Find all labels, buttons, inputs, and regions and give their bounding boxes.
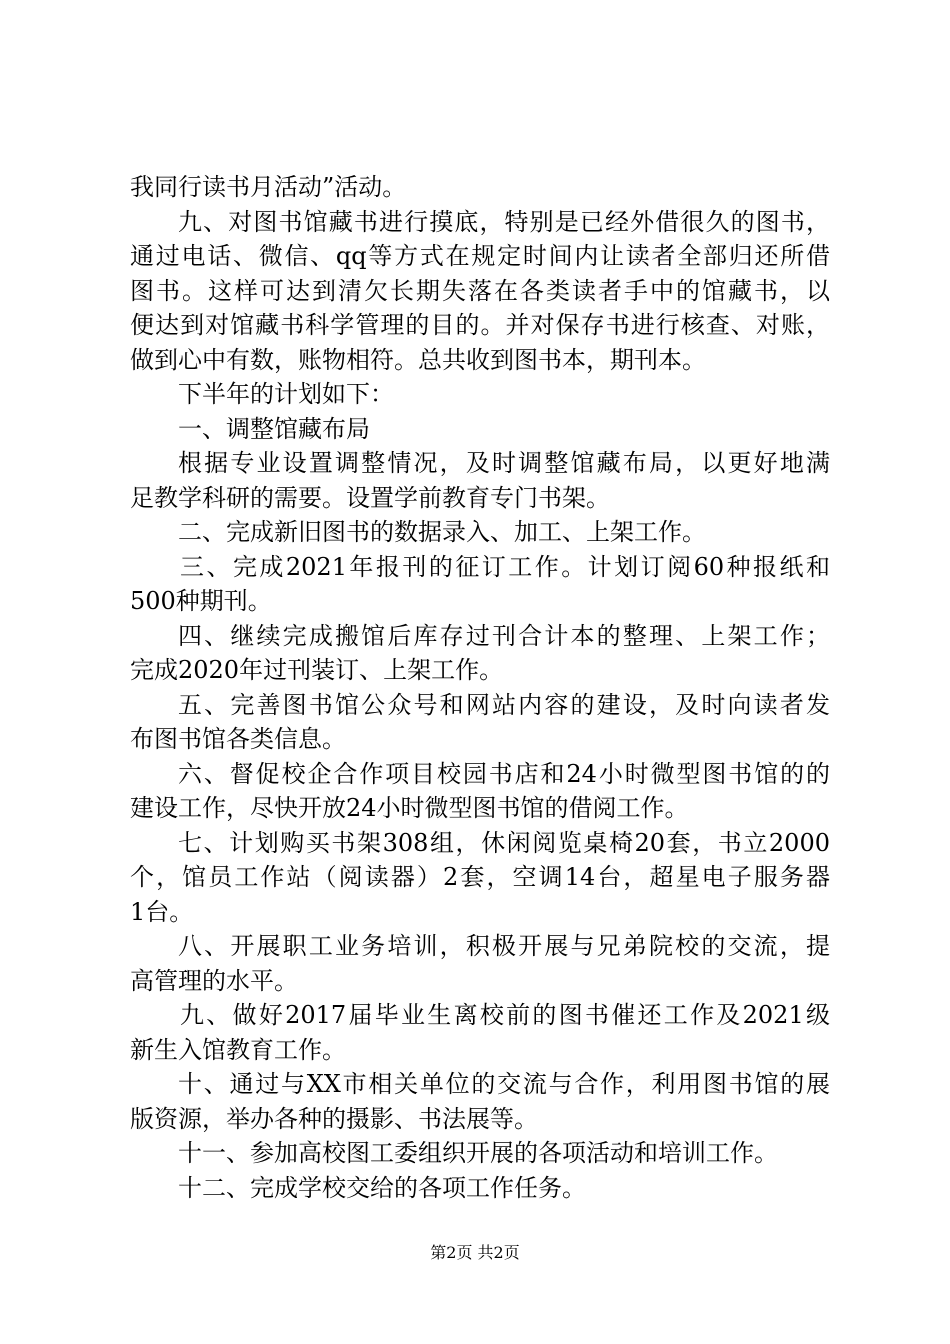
text-line: 五、完善图书馆公众号和网站内容的建设，及时向读者发 — [178, 690, 830, 719]
text-line: 做到心中有数，账物相符。总共收到图书本，期刊本。 — [130, 345, 706, 374]
text-line: 六、督促校企合作项目校园书店和24小时微型图书馆的的 — [178, 759, 830, 788]
text-line: 四、继续完成搬馆后库存过刊合计本的整理、上架工作； — [178, 621, 830, 650]
text-line: 500种期刊。 — [130, 587, 272, 615]
text-line: 个，馆员工作站（阅读器）2套，空调14台，超星电子服务器 — [130, 863, 830, 891]
text-line: 图书。这样可达到清欠长期失落在各类读者手中的馆藏书，以 — [130, 276, 830, 305]
text-line: 通过电话、微信、qq等方式在规定时间内让读者全部归还所借 — [130, 242, 830, 270]
text-line: 九、对图书馆藏书进行摸底，特别是已经外借很久的图书， — [178, 207, 830, 236]
text-line: 高管理的水平。 — [130, 966, 298, 995]
section-heading: 一、调整馆藏布局 — [178, 414, 370, 443]
text-line: 我同行读书月活动”活动。 — [130, 173, 407, 201]
text-line: 足教学科研的需要。设置学前教育专门书架。 — [130, 483, 610, 512]
text-line: 建设工作，尽快开放24小时微型图书馆的借阅工作。 — [130, 794, 689, 822]
text-line: 三、完成2021年报刊的征订工作。计划订阅60种报纸和 — [180, 552, 830, 581]
text-line: 根据专业设置调整情况，及时调整馆藏布局，以更好地满 — [178, 449, 830, 477]
page-footer: 第2页 共2页 — [430, 1243, 520, 1262]
text-line: 新生入馆教育工作。 — [130, 1035, 346, 1064]
text-line: 八、开展职工业务培训，积极开展与兄弟院校的交流，提 — [178, 932, 830, 960]
text-line: 十二、完成学校交给的各项工作任务。 — [178, 1173, 586, 1202]
text-line: 九、做好2017届毕业生离校前的图书催还工作及2021级 — [180, 1001, 830, 1029]
text-line: 七、计划购买书架308组，休闲阅览桌椅20套，书立2000 — [178, 828, 830, 857]
text-line: 二、完成新旧图书的数据录入、加工、上架工作。 — [178, 518, 706, 546]
text-line: 下半年的计划如下： — [178, 380, 394, 408]
text-line: 便达到对馆藏书科学管理的目的。并对保存书进行核查、对账， — [130, 311, 830, 339]
text-line: 十、通过与XX市相关单位的交流与合作，利用图书馆的展 — [178, 1070, 830, 1098]
text-line: 完成2020年过刊装订、上架工作。 — [130, 656, 504, 684]
text-line: 布图书馆各类信息。 — [130, 725, 346, 753]
text-line: 十一、参加高校图工委组织开展的各项活动和培训工作。 — [178, 1139, 778, 1167]
document-body — [130, 170, 830, 1205]
text-line: 1台。 — [130, 897, 194, 926]
text-line: 版资源，举办各种的摄影、书法展等。 — [130, 1104, 538, 1133]
